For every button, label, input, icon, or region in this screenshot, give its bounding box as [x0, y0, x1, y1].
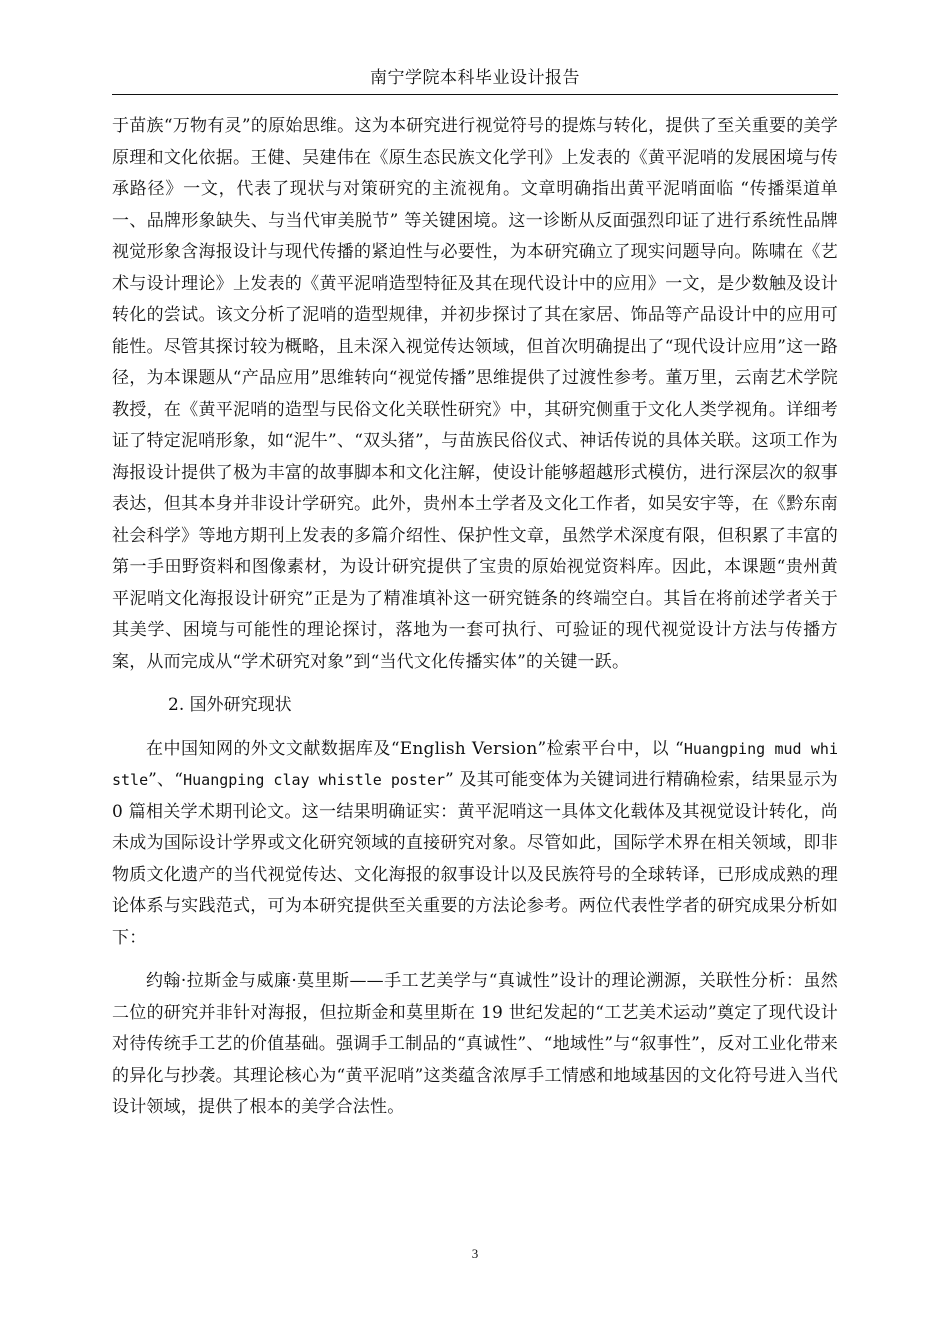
- document-body: [112, 111, 838, 1124]
- para2-text-c: ”检索平台中，以 “: [537, 738, 684, 759]
- para2-keyword-mud-whistle: Huangping mud whistle: [112, 739, 838, 789]
- para2-text-e: ”、“: [148, 770, 184, 790]
- page-header-title: 南宁学院本科毕业设计报告: [370, 68, 580, 88]
- body-paragraph-2: [112, 734, 838, 955]
- para2-text-g: ” 及其可能变体为关键词进行精确检索，结果显示为 0 篇相关学术期刊论文。这一结果明确证实：黄平泥哨这一具体文化载体及其视觉设计转化，尚未成为国际设计学界或文化研究领域的直接研究对象。尽管如此，国际学术界在相关领域，即非物质文化遗产的当代视觉传达、文化海报的叙事设计以及民族符号的全球转译，已形成成熟的理论体系与实践范式，可为本研究提供至关重要的方法论参考。两位代表性学者的研究成果分析如下：: [112, 770, 838, 948]
- header-divider: [112, 94, 838, 95]
- section-heading-foreign-research: 2. 国外研究现状: [168, 695, 292, 715]
- page-number: 3: [471, 1246, 479, 1261]
- para2-english-version: English Version: [399, 738, 538, 759]
- para2-keyword-clay-whistle-poster: Huangping clay whistle poster: [183, 771, 446, 789]
- body-paragraph-1: 于苗族“万物有灵”的原始思维。这为本研究进行视觉符号的提炼与转化，提供了至关重要的美学原理和文化依据。王健、吴建伟在《原生态民族文化学刊》上发表的《黄平泥哨的发展困境与传承路径》一文，代表了现状与对策研究的主流视角。文章明确指出黄平泥哨面临 “传播渠道单一、品牌形象缺失、与当代审美脱节” 等关键困境。这一诊断从反面强烈印证了进行系统性品牌视觉形象含海报设计与现代传播的紧迫性与必要性，为本研究确立了现实问题导向。陈啸在《艺术与设计理论》上发表的《黄平泥哨造型特征及其在现代设计中的应用》一文，是少数触及设计转化的尝试。该文分析了泥哨的造型规律，并初步探讨了其在家居、饰品等产品设计中的应用可能性。尽管其探讨较为概略，且未深入视觉传达领域，但首次明确提出了“现代设计应用”这一路径，为本课题从“产品应用”思维转向“视觉传播”思维提供了过渡性参考。董万里，云南艺术学院教授，在《黄平泥哨的造型与民俗文化关联性研究》中，其研究侧重于文化人类学视角。详细考证了特定泥哨形象，如“泥牛”、“双头猪”，与苗族民俗仪式、神话传说的具体关联。这项工作为海报设计提供了极为丰富的故事脚本和文化注解，使设计能够超越形式模仿，进行深层次的叙事表达，但其本身并非设计学研究。此外，贵州本土学者及文化工作者，如吴安宇等，在《黔东南社会科学》等地方期刊上发表的多篇介绍性、保护性文章，虽然学术深度有限，但积累了丰富的第一手田野资料和图像素材，为设计研究提供了宝贵的原始视觉资料库。因此，本课题“贵州黄平泥哨文化海报设计研究”正是为了精准填补这一研究链条的终端空白。其旨在将前述学者关于其美学、困境与可能性的理论探讨，落地为一套可执行、可验证的现代视觉设计方法与传播方案，从而完成从“学术研究对象”到“当代文化传播实体”的关键一跃。: [112, 116, 838, 672]
- para2-text-a: 在中国知网的外文文献数据库及“: [146, 738, 400, 759]
- body-paragraph-3: 约翰·拉斯金与威廉·莫里斯——手工艺美学与“真诚性”设计的理论溯源，关联性分析：虽然二位的研究并非针对海报，但拉斯金和莫里斯在 19 世纪发起的“工艺美术运动”奠定了现代设计对待传统手工艺的价值基础。强调手工制品的“真诚性”、“地域性”与“叙事性”，反对工业化带来的异化与抄袭。其理论核心为“黄平泥哨”这类蕴含浓厚手工情感和地域基因的文化符号进入当代设计领域，提供了根本的美学合法性。: [112, 971, 838, 1117]
